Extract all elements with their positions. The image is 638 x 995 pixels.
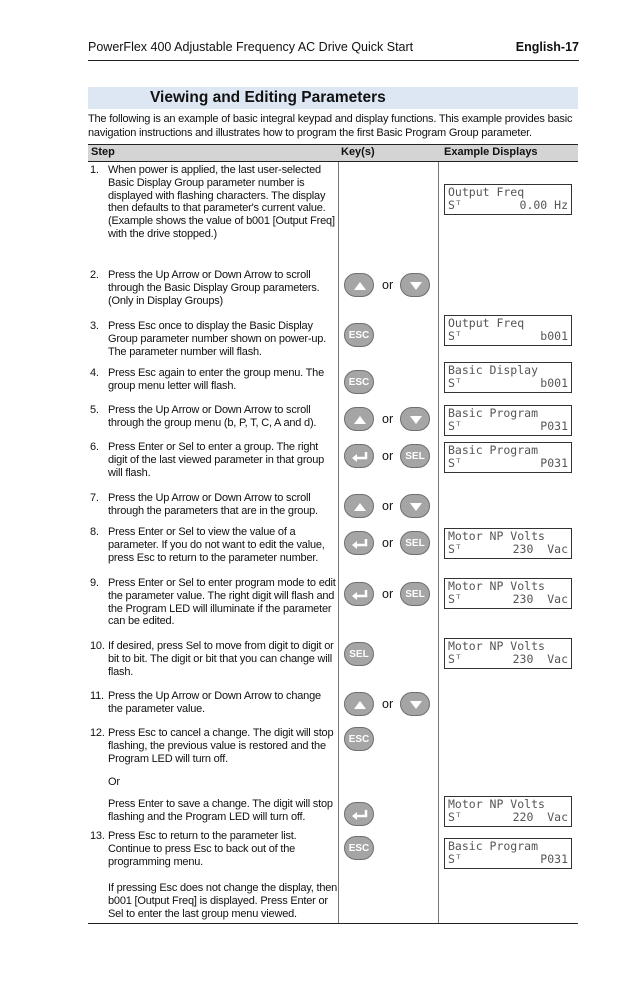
lcd-status: Sᵀ (448, 419, 462, 433)
lcd-display (444, 362, 572, 393)
lcd-value: 230 Vac (512, 652, 568, 666)
step-text: Press Esc once to display the Basic Display Group parameter number shown on power-up. The parameter number will flash. (108, 320, 327, 358)
lcd-line-1: Output Freq (448, 316, 525, 330)
step-text: Press Enter or Sel to enter a group. The right digit of the last viewed parameter in that group will flash. (108, 441, 325, 479)
lcd-display (444, 638, 572, 669)
or-label: or (382, 412, 394, 426)
step-text: Press Esc to cancel a change. The digit will stop flashing, the previous value is restored and the Program LED will turn off. (108, 727, 334, 765)
or-label: or (382, 499, 394, 513)
lcd-status: Sᵀ (448, 592, 462, 606)
page-header (88, 38, 579, 61)
step-number: 2. (90, 269, 99, 281)
lcd-line-1: Basic Program (448, 839, 539, 853)
table-body (88, 162, 578, 924)
esc-key[interactable]: ESC (344, 323, 374, 347)
lcd-value: P031 (540, 419, 568, 433)
lcd-display (444, 184, 572, 215)
lcd-value: 220 Vac (512, 810, 568, 824)
lcd-value: P031 (540, 456, 568, 470)
column-divider (338, 162, 339, 923)
step-number: 6. (90, 441, 99, 453)
up-arrow-key[interactable] (344, 407, 374, 431)
step-text: Press Enter or Sel to enter program mode to edit the parameter value. The right digit will flash and the Program LED will illuminate if the parameter can be edited. (108, 577, 336, 628)
sel-key[interactable]: SEL (344, 642, 374, 666)
lcd-status: Sᵀ (448, 329, 462, 343)
table-header (88, 144, 578, 162)
lcd-status: Sᵀ (448, 456, 462, 470)
up-arrow-key[interactable] (344, 273, 374, 297)
enter-key[interactable] (344, 531, 374, 555)
enter-key[interactable] (344, 802, 374, 826)
lcd-display (444, 578, 572, 609)
step-number: 9. (90, 577, 99, 589)
step-text: Press the Up Arrow or Down Arrow to scroll through the Basic Display Group parameters. (Only in Display Groups) (108, 269, 320, 307)
lcd-display (444, 405, 572, 436)
esc-key[interactable]: ESC (344, 836, 374, 860)
lcd-value: P031 (540, 852, 568, 866)
esc-key[interactable]: ESC (344, 727, 374, 751)
step-number: 8. (90, 526, 99, 538)
lcd-status: Sᵀ (448, 652, 462, 666)
lcd-display (444, 442, 572, 473)
lcd-status: Sᵀ (448, 376, 462, 390)
step-text: Press Enter or Sel to view the value of a parameter. If you do not want to edit the value, press Esc to return to the parameter number. (108, 526, 325, 564)
lcd-value: b001 (540, 376, 568, 390)
step-number: 13. (90, 830, 105, 842)
lcd-line-1: Motor NP Volts (448, 529, 545, 543)
step-number: 10. (90, 640, 105, 652)
or-label: or (382, 449, 394, 463)
step-text: Press the Up Arrow or Down Arrow to scroll through the group menu (b, P, T, C, A and d). (108, 404, 317, 429)
lcd-display (444, 315, 572, 346)
lcd-value: 230 Vac (512, 542, 568, 556)
lcd-status: Sᵀ (448, 198, 462, 212)
step-12-or-text: Or (108, 776, 120, 788)
steps-table (88, 144, 578, 924)
lcd-line-1: Output Freq (448, 185, 525, 199)
step-text: Press the Up Arrow or Down Arrow to change the parameter value. (108, 690, 321, 715)
down-arrow-key[interactable] (400, 494, 430, 518)
step-number: 3. (90, 320, 99, 332)
step-number: 5. (90, 404, 99, 416)
or-label: or (382, 587, 394, 601)
step-number: 11. (90, 690, 104, 702)
lcd-line-1: Motor NP Volts (448, 579, 545, 593)
lcd-line-1: Basic Program (448, 443, 539, 457)
lcd-display (444, 528, 572, 559)
enter-key[interactable] (344, 582, 374, 606)
enter-key[interactable] (344, 444, 374, 468)
or-label: or (382, 278, 394, 292)
step-text: When power is applied, the last user-selected Basic Display Group parameter number is displayed with flashing characters. The display then defaults to that parameter's current value. (Example shows the value of b001 [Output Freq] with the drive stopped.) (108, 164, 335, 240)
esc-key[interactable]: ESC (344, 370, 374, 394)
or-label: or (382, 536, 394, 550)
step-text: Press Esc to return to the parameter list. Continue to press Esc to back out of the programming menu. (108, 830, 297, 868)
step-text: If desired, press Sel to move from digit to digit or bit to bit. The digit or bit that you can change will flash. (108, 640, 334, 678)
col-step: Step (91, 146, 115, 158)
down-arrow-key[interactable] (400, 692, 430, 716)
lcd-status: Sᵀ (448, 852, 462, 866)
intro-paragraph: The following is an example of basic integral keypad and display functions. This example provides basic navigation instructions and illustrates how to program the first Basic Program Group parameter. (88, 113, 573, 139)
lcd-display (444, 796, 572, 827)
down-arrow-key[interactable] (400, 407, 430, 431)
col-keys: Key(s) (341, 146, 375, 158)
step-text: Press Esc again to enter the group menu. The group menu letter will flash. (108, 367, 325, 392)
lcd-display (444, 838, 572, 869)
lcd-line-1: Motor NP Volts (448, 797, 545, 811)
header-title: PowerFlex 400 Adjustable Frequency AC Drive Quick Start (88, 40, 414, 54)
lcd-value: 230 Vac (512, 592, 568, 606)
step-number: 12. (90, 727, 105, 739)
header-page-label: English-17 (515, 40, 579, 54)
step-13-note: If pressing Esc does not change the display, then b001 [Output Freq] is displayed. Press Enter or Sel to enter the last group menu viewed. (108, 882, 338, 920)
lcd-line-1: Basic Program (448, 406, 539, 420)
lcd-value: 0.00 Hz (519, 198, 568, 212)
down-arrow-key[interactable] (400, 273, 430, 297)
step-text: Press the Up Arrow or Down Arrow to scroll through the parameters that are in the group. (108, 492, 318, 517)
step-number: 4. (90, 367, 99, 379)
sel-key[interactable]: SEL (400, 582, 430, 606)
section-title: Viewing and Editing Parameters (150, 89, 386, 106)
sel-key[interactable]: SEL (400, 531, 430, 555)
section-title-bar (88, 87, 578, 109)
lcd-status: Sᵀ (448, 810, 462, 824)
lcd-line-1: Basic Display (448, 363, 539, 377)
lcd-value: b001 (540, 329, 568, 343)
col-displays: Example Displays (444, 146, 538, 158)
sel-key[interactable]: SEL (400, 444, 430, 468)
up-arrow-key[interactable] (344, 692, 374, 716)
or-label: or (382, 697, 394, 711)
lcd-line-1: Motor NP Volts (448, 639, 545, 653)
column-divider (438, 162, 439, 923)
up-arrow-key[interactable] (344, 494, 374, 518)
step-number: 7. (90, 492, 99, 504)
lcd-status: Sᵀ (448, 542, 462, 556)
step-number: 1. (90, 164, 99, 176)
step-12-save-note: Press Enter to save a change. The digit will stop flashing and the Program LED will turn off. (108, 798, 333, 823)
